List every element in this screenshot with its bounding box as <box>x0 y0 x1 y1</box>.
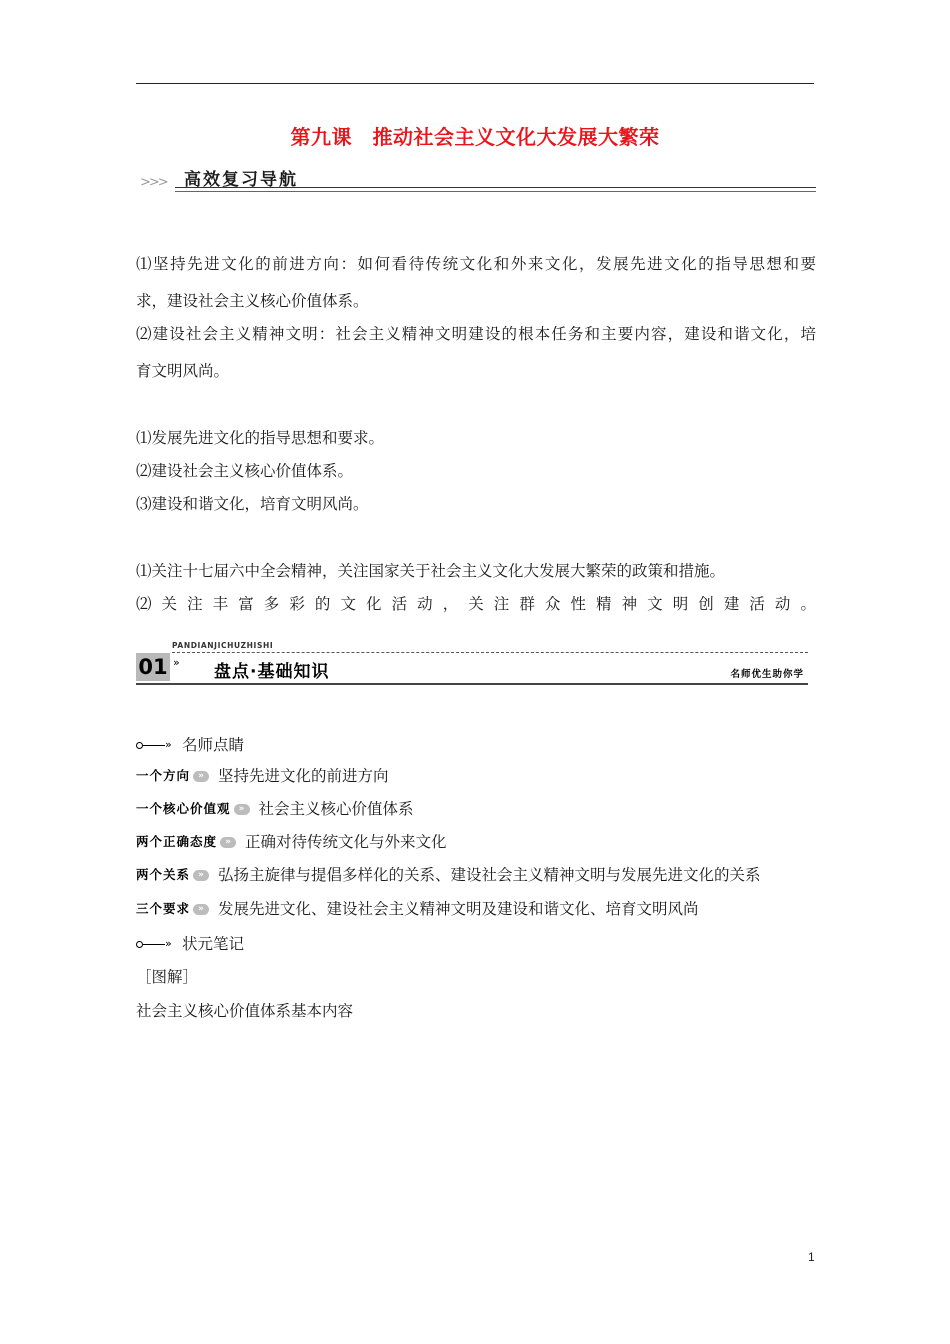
requirement-item: ⑵建设社会主义核心价值体系。 <box>136 462 354 480</box>
double-chevron-icon: » <box>220 837 236 848</box>
paragraph-line: 育文明风尚。 <box>136 362 230 380</box>
section-slogan: 名师优生助你学 <box>730 669 804 680</box>
double-chevron-icon: » <box>193 904 209 915</box>
circle-arrow-icon: » <box>136 933 182 955</box>
key-point-text: 发展先进文化、建设社会主义精神文明及建设和谐文化、培育文明风尚 <box>218 900 699 918</box>
requirement-item: ⑶建设和谐文化，培育文明风尚。 <box>136 495 369 513</box>
key-point-row <box>136 831 447 853</box>
double-chevron-icon: » <box>193 771 209 782</box>
banner-rule-thin <box>175 191 816 192</box>
banner-title: 高效复习导航 <box>184 170 298 190</box>
section-pinyin: PANDIANJICHUZHISHI <box>172 641 274 650</box>
key-point-label: 两个关系 <box>136 867 191 882</box>
requirement-item: ⑴发展先进文化的指导思想和要求。 <box>136 429 385 447</box>
triple-chevron-icon: >>> <box>140 175 167 190</box>
section-banner <box>136 640 808 688</box>
content-heading: 社会主义核心价值体系基本内容 <box>136 1002 354 1020</box>
key-point-text: 弘扬主旋律与提倡多样化的关系、建设社会主义精神文明与发展先进文化的关系 <box>218 866 761 884</box>
review-navigation-banner <box>140 163 816 195</box>
paragraph-line: ⑴坚持先进文化的前进方向：如何看待传统文化和外来文化，发展先进文化的指导思想和要 <box>136 255 816 273</box>
section-number: 01 <box>138 655 168 679</box>
hotspot-item: ⑴关注十七届六中全会精神，关注国家关于社会主义文化大发展大繁荣的政策和措施。 <box>136 562 726 580</box>
lesson-title: 第九课 推动社会主义文化大发展大繁荣 <box>290 125 660 149</box>
key-point-row <box>136 898 699 920</box>
teacher-tips-heading <box>136 734 244 756</box>
key-point-row <box>136 864 761 886</box>
diagram-label: ［图解］ <box>136 968 199 986</box>
key-point-text: 正确对待传统文化与外来文化 <box>245 833 447 851</box>
section-bottom-rule <box>136 683 808 685</box>
chevron-right-icon: » <box>173 656 180 669</box>
header-rule <box>136 83 814 84</box>
heading-text: 状元笔记 <box>182 935 245 953</box>
page-number: 1 <box>808 1250 815 1264</box>
section-title: 盘点·基础知识 <box>214 662 330 682</box>
key-point-label: 三个要求 <box>136 901 191 916</box>
double-chevron-icon: » <box>193 870 209 881</box>
top-scorer-notes-heading <box>136 933 244 955</box>
key-point-row <box>136 765 389 787</box>
banner-rule <box>175 187 816 188</box>
key-point-text: 坚持先进文化的前进方向 <box>218 767 389 785</box>
section-dashed-rule <box>172 652 808 653</box>
circle-arrow-icon: » <box>136 734 182 756</box>
heading-text: 名师点睛 <box>182 736 245 754</box>
key-point-text: 社会主义核心价值体系 <box>258 800 414 818</box>
hotspot-item: ⑵ 关 注 丰 富 多 彩 的 文 化 活 动 ， 关 注 群 众 性 精 神 文 明 创 建 活 动 。 <box>136 595 816 613</box>
paragraph-line: ⑵建设社会主义精神文明：社会主义精神文明建设的根本任务和主要内容，建设和谐文化，培 <box>136 325 816 343</box>
key-point-row <box>136 798 414 820</box>
key-point-label: 两个正确态度 <box>136 834 218 849</box>
key-point-label: 一个核心价值观 <box>136 801 231 816</box>
double-chevron-icon: » <box>234 804 250 815</box>
paragraph-line: 求，建设社会主义核心价值体系。 <box>136 292 369 310</box>
key-point-label: 一个方向 <box>136 768 191 783</box>
